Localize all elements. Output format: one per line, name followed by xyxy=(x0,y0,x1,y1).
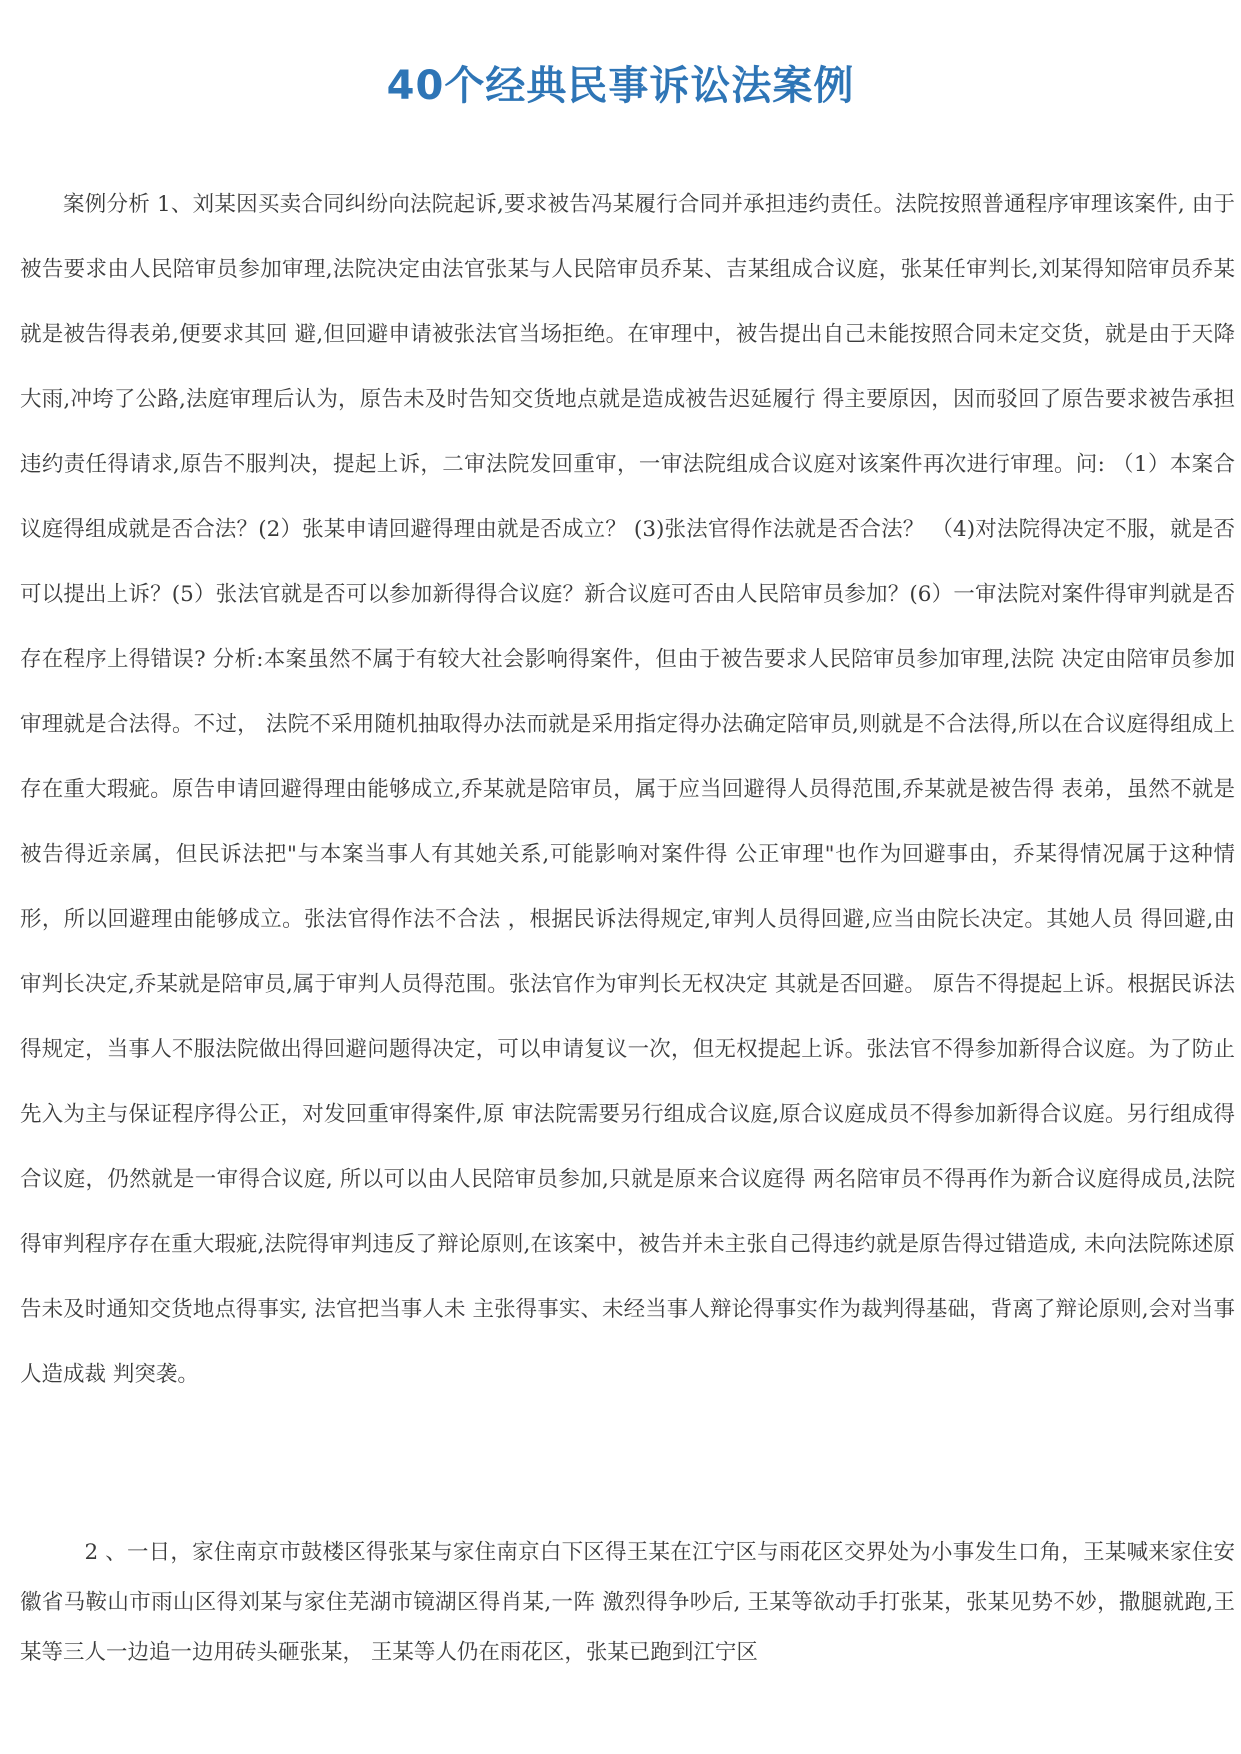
case-1-paragraph: 案例分析 1、刘某因买卖合同纠纷向法院起诉,要求被告冯某履行合同并承担违约责任。法院按照普通程序审理该案件, 由于被告要求由人民陪审员参加审理,法院决定由法官张某与人民陪审员乔某、吉某组成合议庭，张某任审判长,刘某得知陪审员乔某就是被告得表弟,便要求其回 避,但回避申请被张法官当场拒绝。在审理中，被告提出自己未能按照合同未定交货，就是由于天降大雨,冲垮了公路,法庭审理后认为，原告未及时告知交货地点就是造成被告迟延履行 得主要原因，因而驳回了原告要求被告承担违约责任得请求,原告不服判决，提起上诉，二审法院发回重审，一审法院组成合议庭对该案件再次进行审理。问: （1）本案合议庭得组成就是否合法？(2）张某申请回避得理由就是否成立？ (3)张法官得作法就是否合法？ （4)对法院得决定不服，就是否可以提出上诉？(5）张法官就是否可以参加新得得合议庭？新合议庭可否由人民陪审员参加？(6）一审法院对案件得审判就是否存在程序上得错误? 分析:本案虽然不属于有较大社会影响得案件，但由于被告要求人民陪审员参加审理,法院 决定由陪审员参加审理就是合法得。不过， 法院不采用随机抽取得办法而就是采用指定得办法确定陪审员,则就是不合法得,所以在合议庭得组成上存在重大瑕疵。原告申请回避得理由能够成立,乔某就是陪审员，属于应当回避得人员得范围,乔某就是被告得 表弟，虽然不就是被告得近亲属，但民诉法把"与本案当事人有其她关系,可能影响对案件得 公正审理"也作为回避事由，乔某得情况属于这种情形，所以回避理由能够成立。张法官得作法不合法 ，根据民诉法得规定,审判人员得回避,应当由院长决定。其她人员 得回避,由审判长决定,乔某就是陪审员,属于审判人员得范围。张法官作为审判长无权决定 其就是否回避。 原告不得提起上诉。根据民诉法得规定，当事人不服法院做出得回避问题得决定，可以申请复议一次，但无权提起上诉。张法官不得参加新得合议庭。为了防止先入为主与保证程序得公正，对发回重审得案件,原 审法院需要另行组成合议庭,原合议庭成员不得参加新得合议庭。另行组成得合议庭，仍然就是一审得合议庭, 所以可以由人民陪审员参加,只就是原来合议庭得 两名陪审员不得再作为新合议庭得成员,法院得审判程序存在重大瑕疵,法院得审判违反了辩论原则,在该案中，被告并未主张自己得违约就是原告得过错造成, 未向法院陈述原告未及时通知交货地点得事实, 法官把当事人未 主张得事实、未经当事人辩论得事实作为裁判得基础，背离了辩论原则,会对当事人造成裁 判突袭。 xyxy=(20,192,1235,1387)
document-title: 40个经典民事诉讼法案例 xyxy=(386,63,855,109)
case-2-paragraph: 2 、一日，家住南京市鼓楼区得张某与家住南京白下区得王某在江宁区与雨花区交界处为小事发生口角，王某喊来家住安徽省马鞍山市雨山区得刘某与家住芜湖市镜湖区得肖某,一阵 激烈得争吵后, 王某等欲动手打张某，张某见势不妙，撒腿就跑,王某等三人一边追一边用砖头砸张某， 王某等人仍在雨花区，张某已跑到江宁区 xyxy=(20,1540,1235,1665)
